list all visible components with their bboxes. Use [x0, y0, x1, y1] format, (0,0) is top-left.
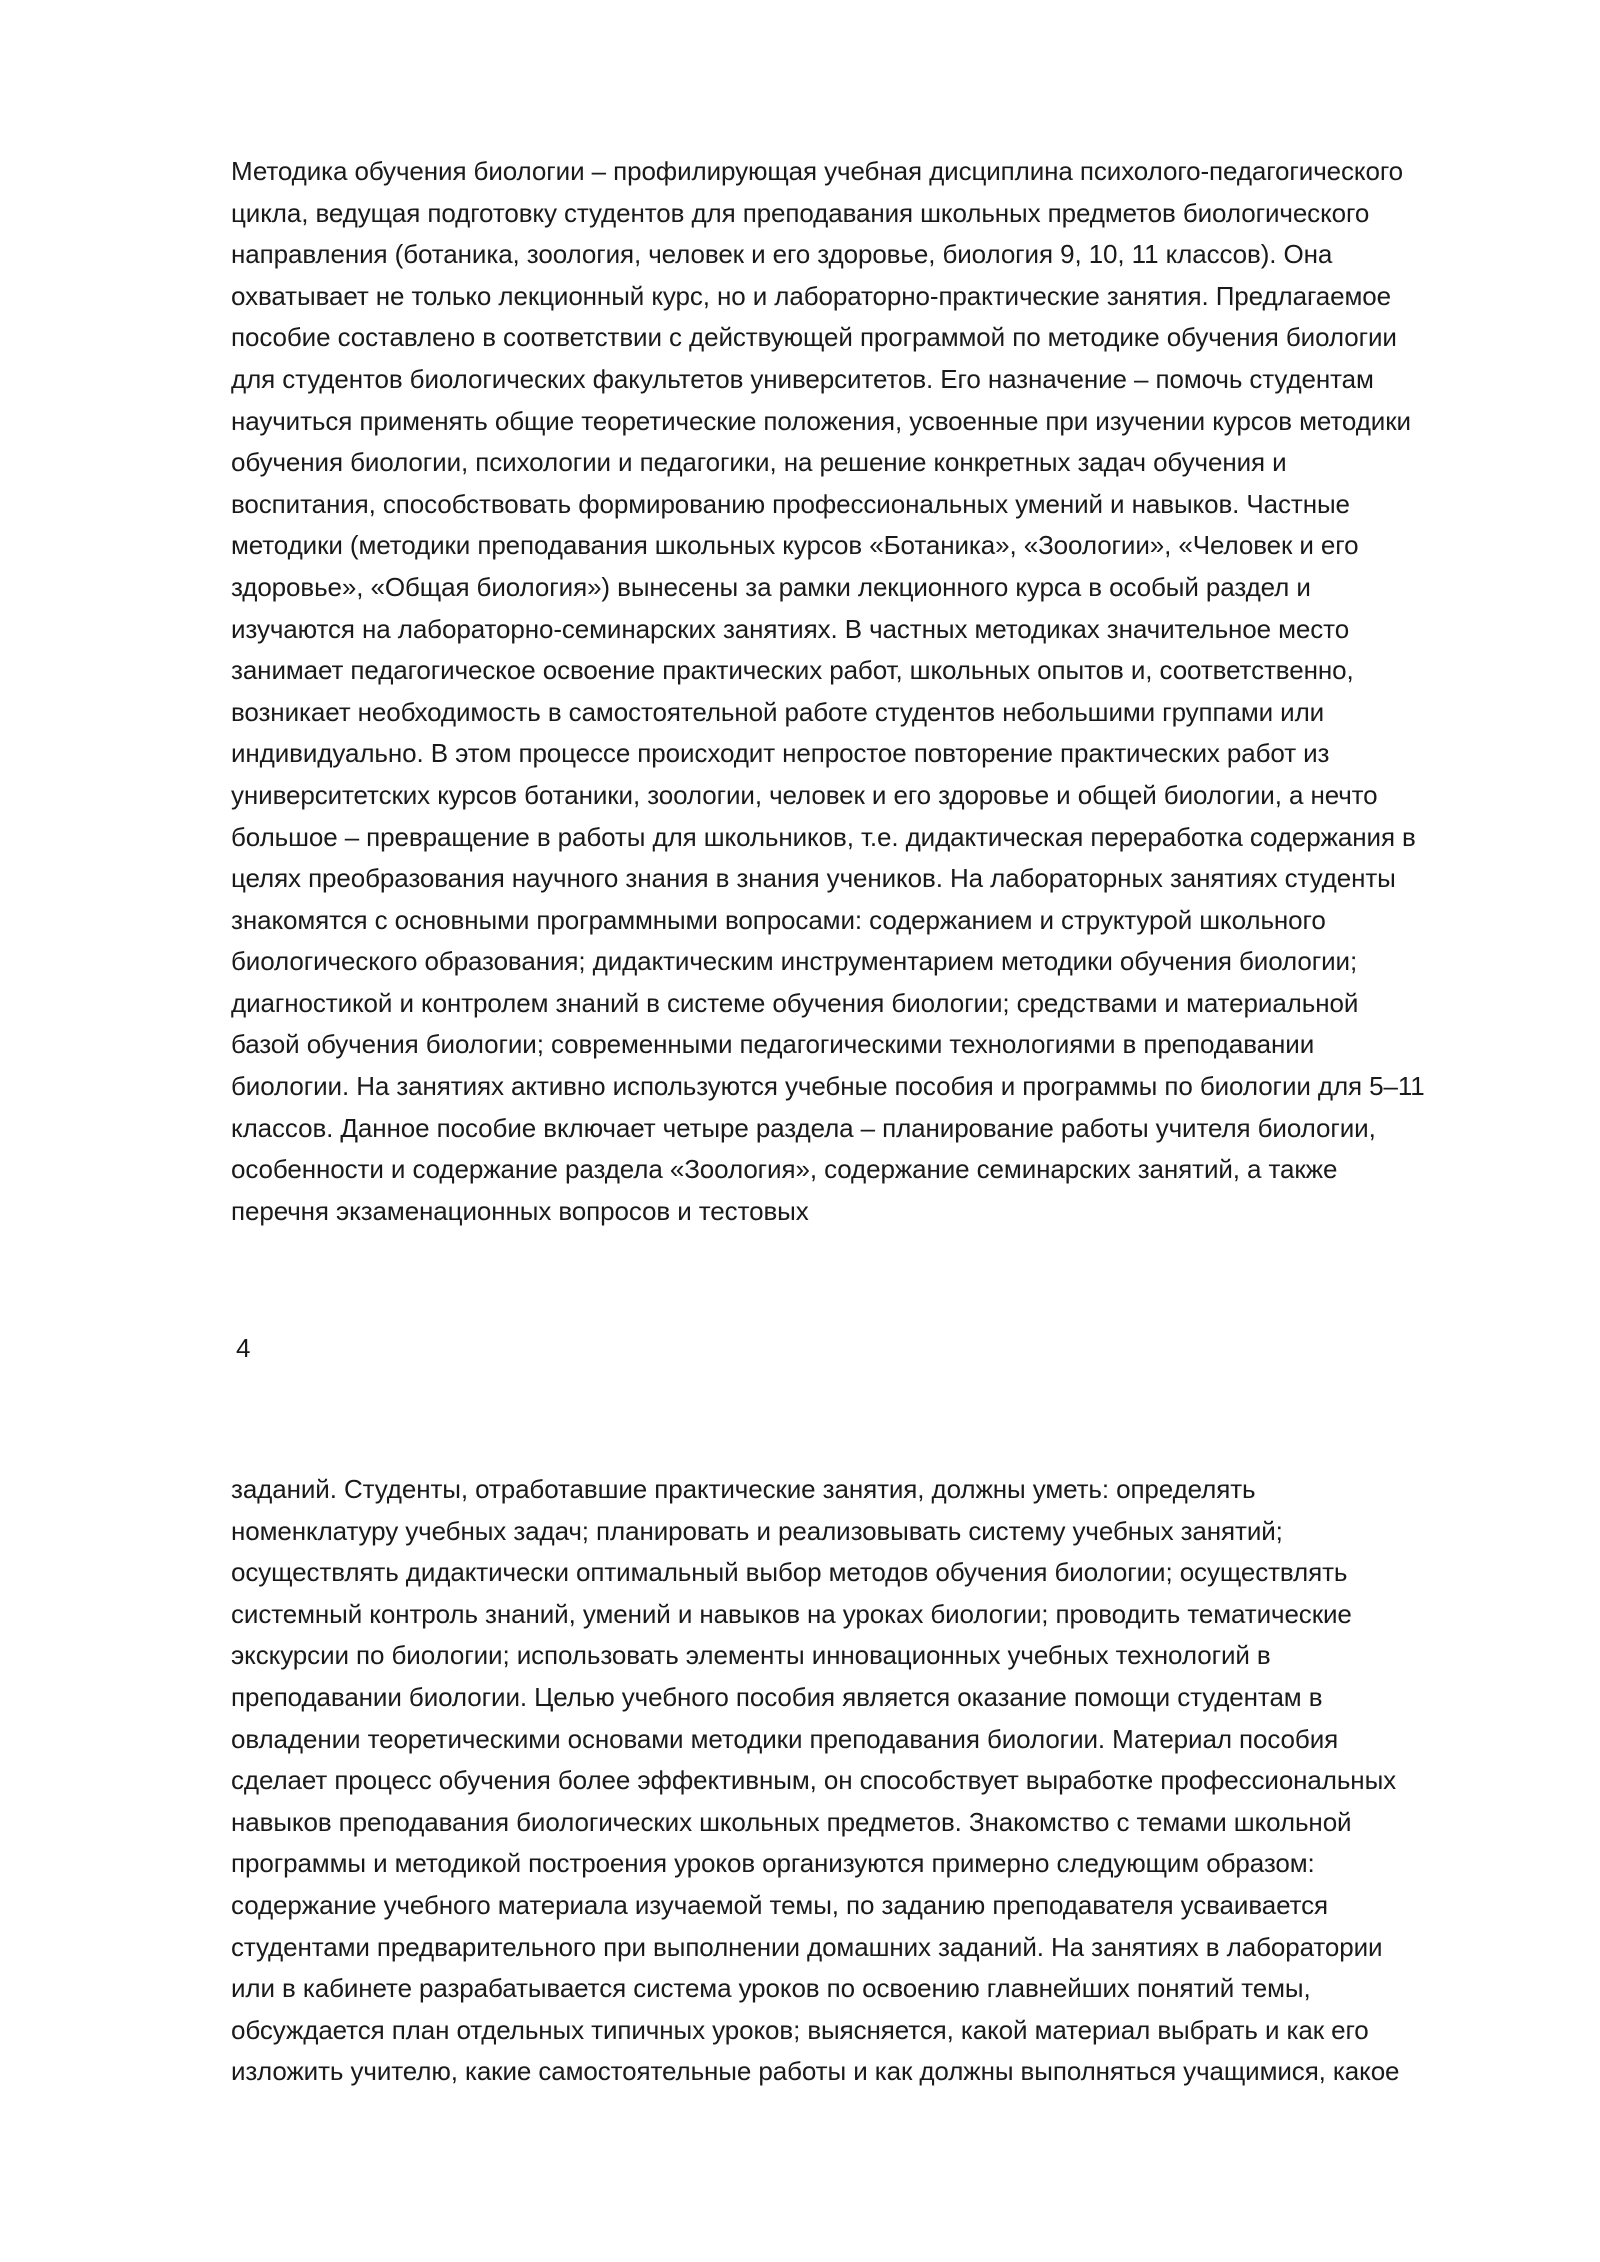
text-line: перечня экзаменационных вопросов и тестовых [231, 1195, 809, 1226]
paragraph-block-1 [231, 151, 1511, 1232]
text-line: занимает педагогическое освоение практических работ, школьных опытов и, соответственно, [231, 655, 1354, 686]
text-line: охватывает не только лекционный курс, но и лабораторно-практические занятия. Предлагаемое [231, 280, 1391, 311]
text-line: возникает необходимость в самостоятельной работе студентов небольшими группами или [231, 696, 1325, 727]
text-line: пособие составлено в соответствии с действующей программой по методике обучения биологии [231, 322, 1397, 353]
paragraph-block-2 [231, 1469, 1511, 2093]
text-line: диагностикой и контролем знаний в системе обучения биологии; средствами и материальной [231, 987, 1359, 1018]
text-line: Методика обучения биологии – профилирующая учебная дисциплина психолого-педагогического [231, 156, 1404, 186]
text-line: целях преобразования научного знания в знания учеников. На лабораторных занятиях студенты [231, 863, 1396, 894]
text-line: или в кабинете разрабатывается система уроков по освоению главнейших понятий темы, [231, 1973, 1311, 2004]
text-line: программы и методикой построения уроков организуются примерно следующим образом: [231, 1848, 1315, 1879]
text-line: содержание учебного материала изучаемой темы, по заданию преподавателя усваивается [231, 1889, 1328, 1920]
text-line: особенности и содержание раздела «Зоология», содержание семинарских занятий, а также [231, 1154, 1338, 1185]
text-line: цикла, ведущая подготовку студентов для преподавания школьных предметов биологического [231, 197, 1370, 228]
text-line: изучаются на лабораторно-семинарских занятиях. В частных методиках значительное место [231, 613, 1350, 644]
text-line: биологического образования; дидактическим инструментарием методики обучения биологии; [231, 946, 1358, 977]
text-line: преподавании биологии. Целью учебного пособия является оказание помощи студентам в [231, 1681, 1323, 1712]
text-line: для студентов биологических факультетов университетов. Его назначение – помочь студентам [231, 363, 1374, 394]
text-line: направления (ботаника, зоология, человек и его здоровье, биология 9, 10, 11 классов). Она [231, 239, 1333, 270]
text-line: овладении теоретическими основами методики преподавания биологии. Материал пособия [231, 1723, 1339, 1754]
text-line: научиться применять общие теоретические положения, усвоенные при изучении курсов методики [231, 405, 1411, 436]
text-line: заданий. Студенты, отработавшие практические занятия, должны уметь: определять [231, 1474, 1256, 1504]
text-line: осуществлять дидактически оптимальный выбор методов обучения биологии; осуществлять [231, 1557, 1348, 1588]
text-line: методики (методики преподавания школьных курсов «Ботаника», «Зоологии», «Человек и его [231, 530, 1359, 561]
text-line: системный контроль знаний, умений и навыков на уроках биологии; проводить тематические [231, 1598, 1352, 1629]
text-line: изложить учителю, какие самостоятельные работы и как должны выполняться учащимися, какое [231, 2056, 1400, 2087]
page-number: 4 [236, 1333, 251, 1363]
text-line: воспитания, способствовать формированию профессиональных умений и навыков. Частные [231, 488, 1350, 519]
text-line: знакомятся с основными программными вопросами: содержанием и структурой школьного [231, 904, 1326, 935]
text-line: классов. Данное пособие включает четыре раздела – планирование работы учителя биологии, [231, 1112, 1376, 1143]
text-line: университетских курсов ботаники, зоологии, человек и его здоровье и общей биологии, а нечто [231, 779, 1378, 810]
text-line: обучения биологии, психологии и педагогики, на решение конкретных задач обучения и [231, 447, 1287, 478]
text-line: здоровье», «Общая биология») вынесены за рамки лекционного курса в особый раздел и [231, 571, 1311, 602]
text-line: индивидуально. В этом процессе происходит непростое повторение практических работ из [231, 738, 1330, 769]
text-line: базой обучения биологии; современными педагогическими технологиями в преподавании [231, 1029, 1315, 1060]
text-line: студентами предварительного при выполнении домашних заданий. На занятиях в лаборатории [231, 1931, 1383, 1962]
text-line: номенклатуру учебных задач; планировать и реализовывать систему учебных занятий; [231, 1515, 1283, 1546]
text-line: экскурсии по биологии; использовать элементы инновационных учебных технологий в [231, 1640, 1271, 1671]
text-line: обсуждается план отдельных типичных уроков; выясняется, какой материал выбрать и как его [231, 2014, 1369, 2045]
text-line: навыков преподавания биологических школьных предметов. Знакомство с темами школьной [231, 1806, 1352, 1837]
text-line: биологии. На занятиях активно используются учебные пособия и программы по биологии для 5–11 [231, 1071, 1425, 1102]
text-line: сделает процесс обучения более эффективным, он способствует выработке профессиональных [231, 1765, 1397, 1796]
text-line: большое – превращение в работы для школьников, т.е. дидактическая переработка содержания в [231, 821, 1416, 852]
